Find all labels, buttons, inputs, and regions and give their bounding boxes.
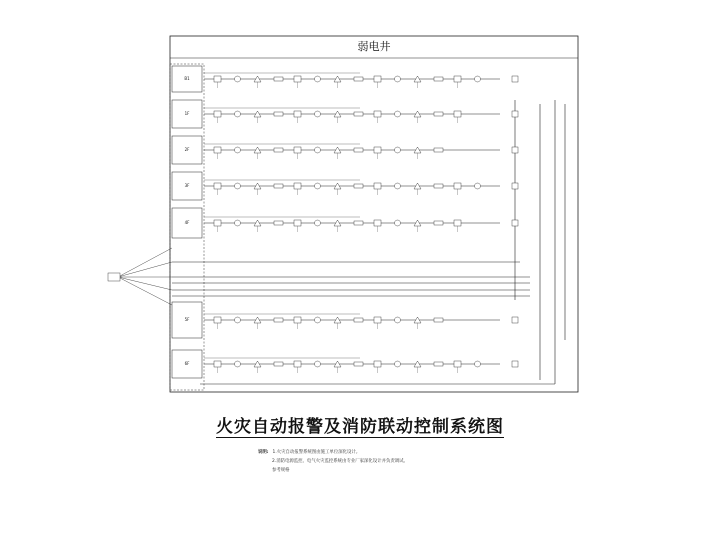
shaft-label: 弱电井 — [357, 40, 391, 53]
alarm-device-symbol — [294, 111, 301, 117]
alarm-device-symbol — [354, 77, 363, 81]
note-1: 1.火灾自动报警系统图由施工单位深化设计。 — [272, 450, 361, 455]
alarm-device-symbol — [235, 147, 241, 153]
riser-tap-box — [512, 147, 518, 153]
alarm-device-symbol — [214, 111, 221, 117]
alarm-device-symbol — [294, 220, 301, 226]
alarm-device-symbol — [434, 318, 443, 322]
riser-tap-box — [512, 111, 518, 117]
alarm-device-symbol — [274, 362, 283, 366]
alarm-device-symbol — [454, 183, 461, 189]
alarm-device-symbol — [434, 221, 443, 225]
alarm-device-symbol — [434, 362, 443, 366]
alarm-device-symbol — [294, 361, 301, 367]
floor-tag: 2F — [184, 147, 190, 152]
alarm-device-symbol — [315, 147, 321, 153]
alarm-device-symbol — [214, 317, 221, 323]
alarm-device-symbol — [235, 183, 241, 189]
notes-label: 说明: — [258, 450, 269, 455]
floor-tag: 5F — [184, 317, 190, 322]
riser-tap-box — [512, 183, 518, 189]
alarm-device-symbol — [475, 361, 481, 367]
alarm-device-symbol — [315, 220, 321, 226]
diagram-frame — [170, 36, 578, 392]
alarm-device-symbol — [315, 111, 321, 117]
distribution-fan — [108, 248, 172, 305]
floor-tag: 3F — [184, 183, 190, 188]
alarm-device-symbol — [374, 183, 381, 189]
alarm-device-symbol — [374, 76, 381, 82]
alarm-device-symbol — [294, 147, 301, 153]
alarm-device-symbol — [395, 220, 401, 226]
riser-lines — [515, 100, 565, 384]
alarm-device-symbol — [274, 184, 283, 188]
alarm-device-symbol — [454, 76, 461, 82]
alarm-device-symbol — [374, 147, 381, 153]
notes-block — [258, 448, 408, 475]
device-rows — [214, 76, 518, 373]
alarm-device-symbol — [235, 76, 241, 82]
alarm-device-symbol — [374, 111, 381, 117]
alarm-device-symbol — [395, 317, 401, 323]
alarm-device-symbol — [235, 361, 241, 367]
alarm-device-symbol — [235, 317, 241, 323]
alarm-device-symbol — [395, 111, 401, 117]
alarm-device-symbol — [374, 220, 381, 226]
fire-control-room-box — [108, 273, 120, 281]
alarm-device-symbol — [395, 361, 401, 367]
alarm-device-symbol — [354, 112, 363, 116]
floor-tag: 4F — [184, 220, 190, 225]
alarm-device-symbol — [434, 184, 443, 188]
alarm-device-symbol — [374, 361, 381, 367]
floor-tag: 1F — [184, 111, 190, 116]
legend-note: 参考规格 — [272, 468, 290, 473]
alarm-device-symbol — [214, 220, 221, 226]
alarm-device-symbol — [214, 361, 221, 367]
alarm-device-symbol — [354, 148, 363, 152]
alarm-device-symbol — [294, 317, 301, 323]
alarm-device-symbol — [214, 147, 221, 153]
riser-tap-box — [512, 361, 518, 367]
alarm-device-symbol — [354, 221, 363, 225]
alarm-device-symbol — [235, 220, 241, 226]
note-2: 2.消防电源监控、电气火灾监控系统由专业厂家深化设计并负责调试。 — [272, 459, 408, 464]
alarm-device-symbol — [395, 183, 401, 189]
trunk-bus — [172, 262, 530, 296]
riser-tap-box — [512, 317, 518, 323]
alarm-device-symbol — [315, 317, 321, 323]
alarm-device-symbol — [454, 111, 461, 117]
alarm-device-symbol — [475, 183, 481, 189]
floor-tag: 6F — [184, 361, 190, 366]
alarm-device-symbol — [395, 76, 401, 82]
title-block — [0, 412, 720, 437]
alarm-device-symbol — [354, 318, 363, 322]
diagram-title: 火灾自动报警及消防联动控制系统图 — [216, 417, 504, 437]
alarm-device-symbol — [354, 362, 363, 366]
alarm-device-symbol — [434, 77, 443, 81]
riser-tap-box — [512, 76, 518, 82]
alarm-device-symbol — [274, 221, 283, 225]
alarm-device-symbol — [315, 361, 321, 367]
alarm-device-symbol — [374, 317, 381, 323]
floor-tag: B1 — [184, 76, 190, 81]
alarm-device-symbol — [274, 112, 283, 116]
alarm-device-symbol — [274, 318, 283, 322]
alarm-device-symbol — [294, 76, 301, 82]
alarm-device-symbol — [274, 148, 283, 152]
alarm-device-symbol — [454, 361, 461, 367]
alarm-device-symbol — [315, 76, 321, 82]
alarm-device-symbol — [214, 183, 221, 189]
alarm-device-symbol — [274, 77, 283, 81]
alarm-device-symbol — [434, 148, 443, 152]
alarm-device-symbol — [395, 147, 401, 153]
alarm-device-symbol — [454, 220, 461, 226]
alarm-device-symbol — [214, 76, 221, 82]
alarm-device-symbol — [354, 184, 363, 188]
riser-tap-box — [512, 220, 518, 226]
alarm-device-symbol — [294, 183, 301, 189]
alarm-device-symbol — [235, 111, 241, 117]
alarm-device-symbol — [434, 112, 443, 116]
alarm-device-symbol — [475, 76, 481, 82]
alarm-device-symbol — [315, 183, 321, 189]
